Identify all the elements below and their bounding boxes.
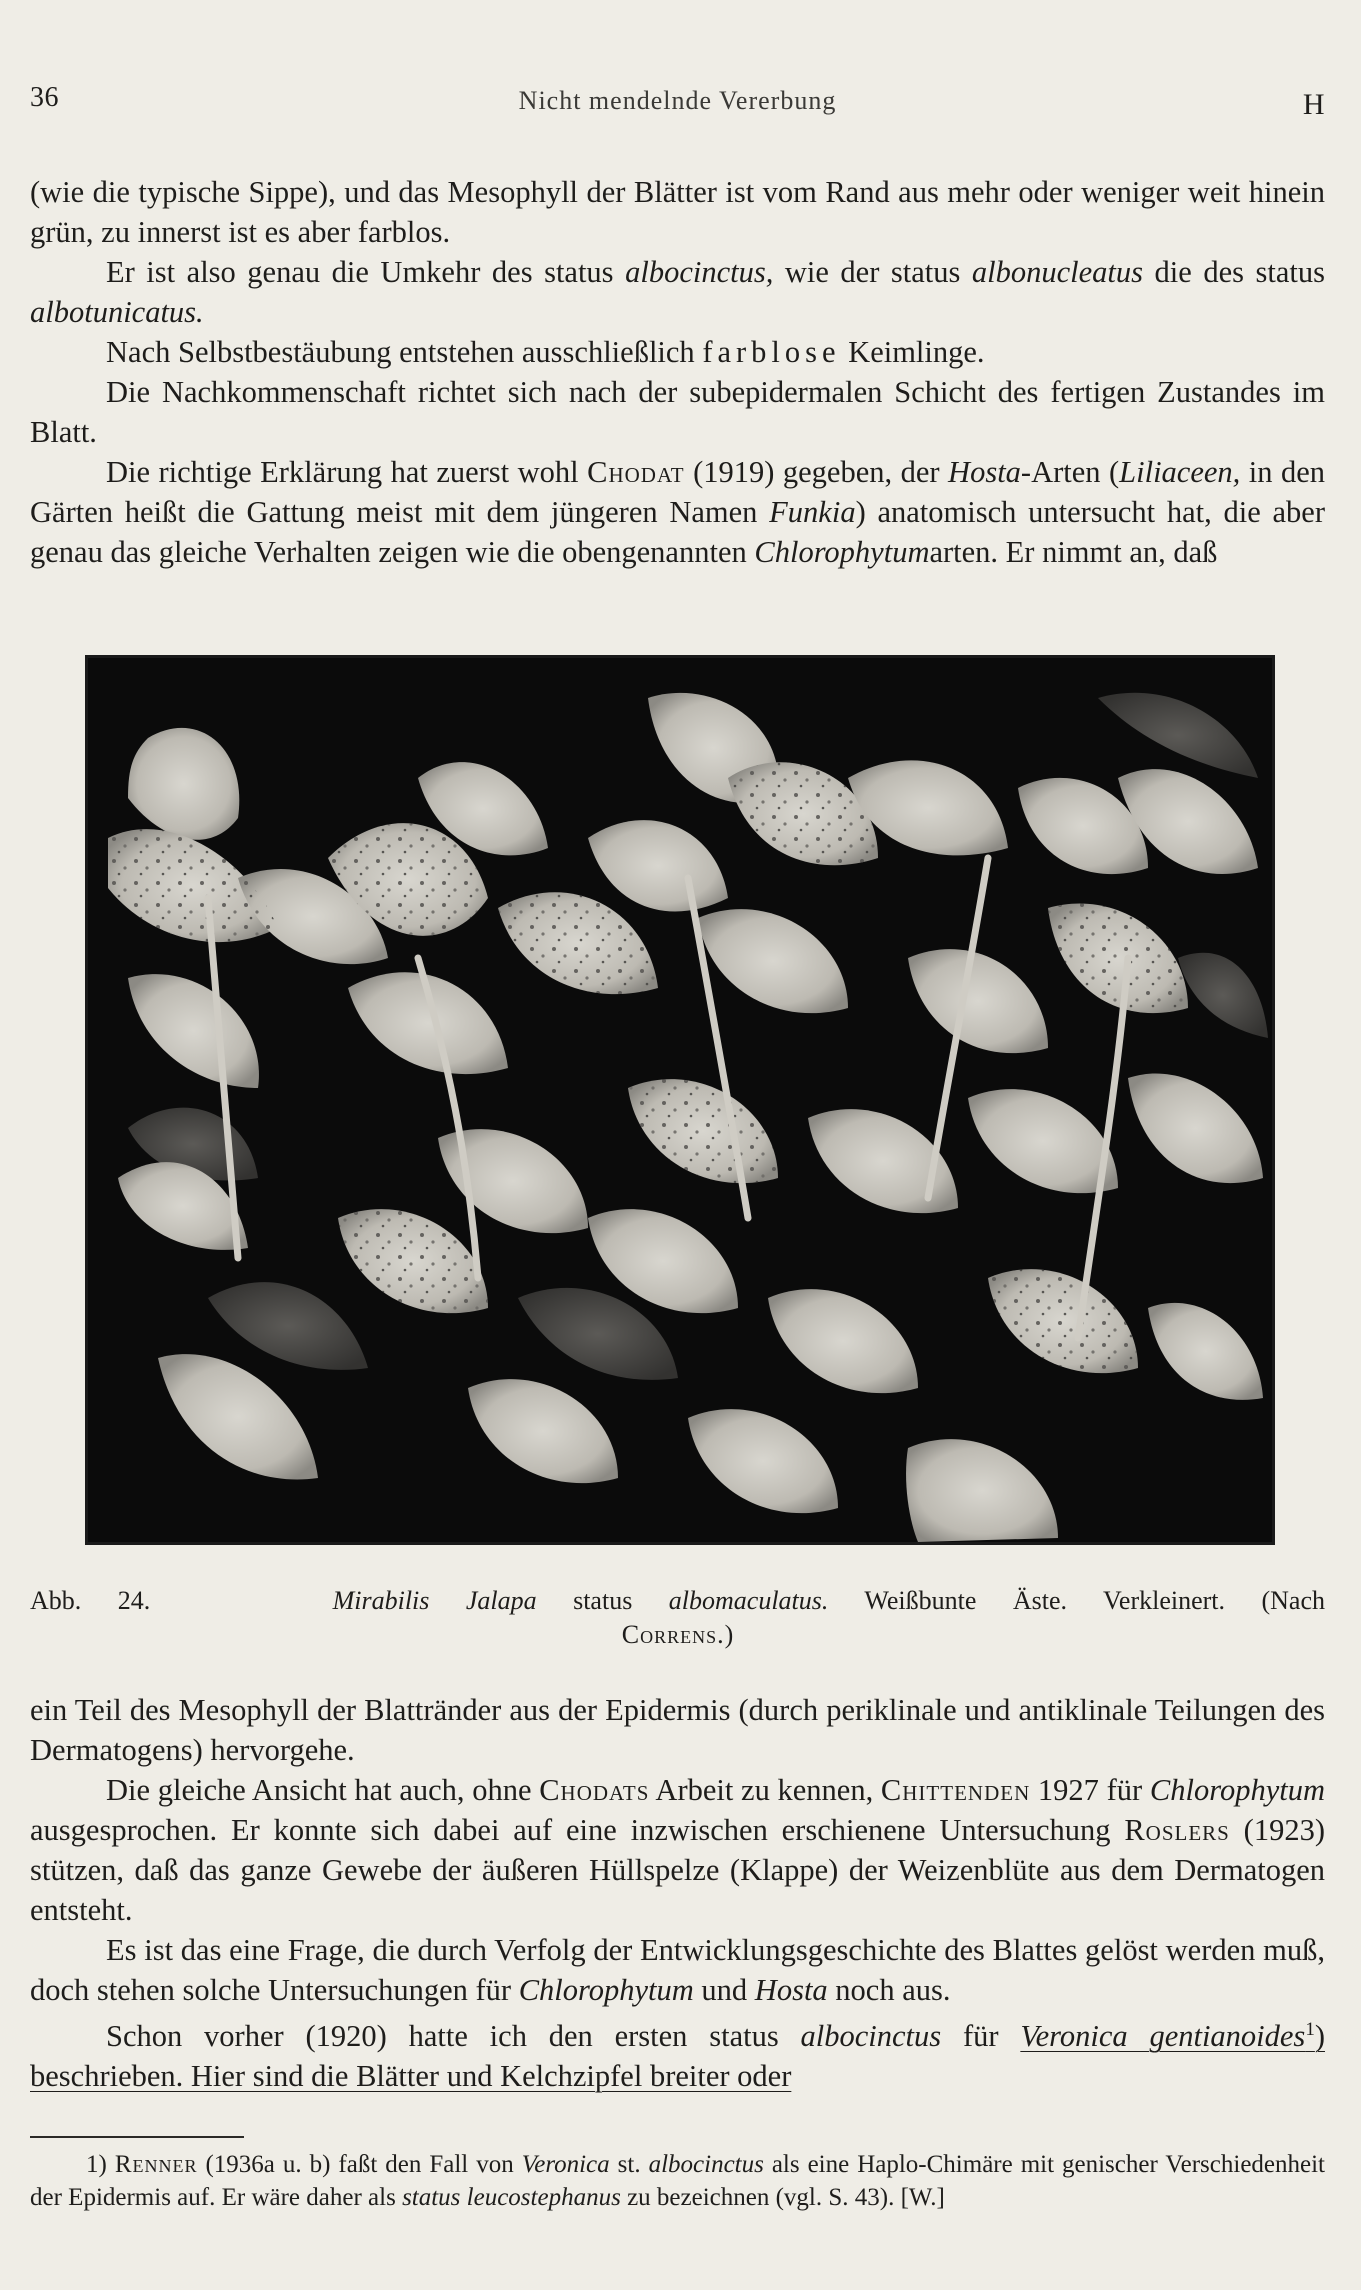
caption-line-1: Abb. 24. Mirabilis Jalapa status albomaculatus. Weißbunte Äste. Verkleinert. (Nach — [30, 1586, 1325, 1615]
bottom-text-block — [30, 1690, 1325, 2096]
page-number: 36 — [30, 82, 59, 113]
running-title: Nicht mendelnde Vererbung — [518, 86, 837, 115]
running-header — [30, 82, 1325, 122]
paragraph-nachkommenschaft: Die Nachkommenschaft richtet sich nach der subepidermalen Schicht des fertigen Zustandes im Blatt. — [30, 375, 1325, 449]
figure-photograph — [85, 655, 1275, 1545]
footnote-reference: 1 — [1305, 2019, 1315, 2040]
paragraph-veronica: Schon vorher (1920) hatte ich den ersten status albocinctus für Veronica gentianoides$^1$) beschrieben. Hier sind die Blätter und Kelchzipfel breiter oder — [30, 2019, 1325, 2094]
paragraph-erklaerung: Die richtige Erklärung hat zuerst wohl Chodat (1919) gegeben, der Hosta-Arten (Liliaceen, in den Gärten heißt die Gattung meist mit dem jüngeren Namen Funkia) anatomisch untersucht hat, die aber genau das gleiche Verhalten zeigen wie die obengenannten Chlorophytumarten. Er nimmt an, daß — [30, 455, 1326, 569]
footnote — [30, 2148, 1325, 2214]
paragraph-frage: Es ist das eine Frage, die durch Verfolg der Entwicklungsgeschichte des Blattes gelöst werden muß, doch stehen solche Untersuchungen für Chlorophytum und Hosta noch aus. — [30, 1933, 1325, 2007]
caption-line-2: Correns.) — [621, 1620, 734, 1649]
paragraph-selbstbestaeubung: Nach Selbstbestäubung entstehen ausschließlich farblose Keimlinge. — [106, 335, 985, 369]
footnote-separator — [30, 2136, 244, 2138]
paragraph-umkehr: Er ist also genau die Umkehr des status albocinctus, wie der status albonucleatus die des status albotunicatus. — [30, 255, 1325, 329]
caption-label: Abb. 24. — [30, 1586, 151, 1615]
figure-caption — [30, 1584, 1325, 1652]
footnote-text: 1) Renner (1936a u. b) faßt den Fall von Veronica st. albocinctus als eine Haplo-Chimäre mit genischer Verschiedenheit der Epidermis auf. Er wäre daher als status leucostephanus zu bezeichnen (vgl. S. 43). [W.] — [30, 2151, 1325, 2211]
paragraph-epidermis: ein Teil des Mesophyll der Blattränder aus der Epidermis (durch periklinale und antiklinale Teilungen des Dermatogens) hervorgehe. — [30, 1693, 1325, 1767]
top-text-block — [30, 172, 1325, 572]
paragraph-continuation: (wie die typische Sippe), und das Mesophyll der Blätter ist vom Rand aus mehr oder weniger weit hinein grün, zu innerst ist es aber farblos. — [30, 175, 1325, 249]
variegated-leaves-photo — [88, 658, 1272, 1542]
section-letter: H — [1302, 88, 1325, 121]
paragraph-chittenden: Die gleiche Ansicht hat auch, ohne Chodats Arbeit zu kennen, Chittenden 1927 für Chlorophytum ausgesprochen. Er konnte sich dabei auf eine inzwischen erschienene Untersuchung Roslers (1923) stützen, daß das ganze Gewebe der äußeren Hüllspelze (Klappe) der Weizenblüte aus dem Dermatogen entsteht. — [30, 1773, 1325, 1927]
book-page — [30, 0, 1325, 2290]
